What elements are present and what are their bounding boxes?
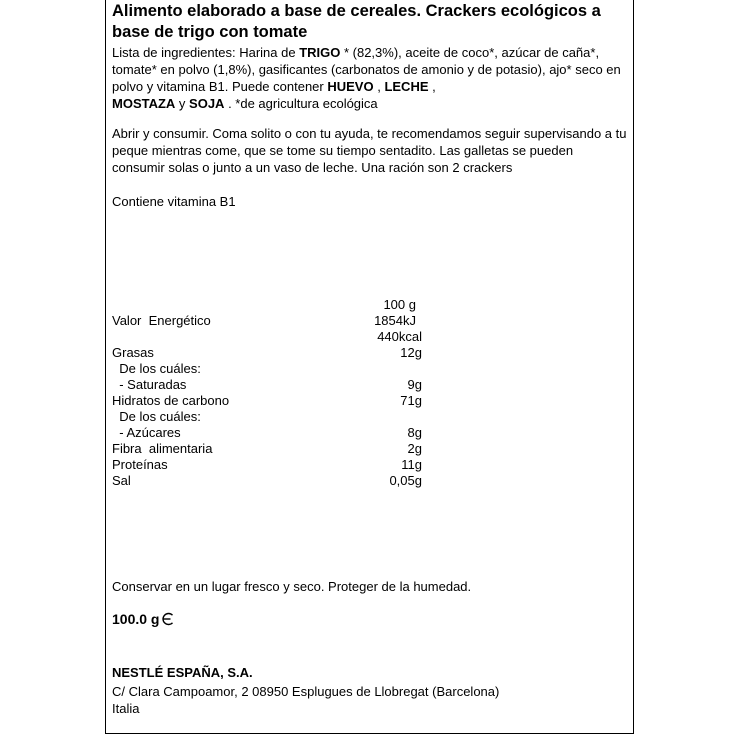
nutrient-value: 1854kJ xyxy=(374,313,416,328)
product-title: Alimento elaborado a base de cereales. Crackers ecológicos a base de trigo con tomate xyxy=(112,2,601,41)
company-name: NESTLÉ ESPAÑA, S.A. xyxy=(112,665,253,680)
nutrition-row xyxy=(112,425,422,441)
allergen-trigo: TRIGO xyxy=(299,45,341,60)
nutrition-row xyxy=(112,345,422,361)
nutrient-label: Grasas xyxy=(112,345,154,360)
nutrient-value: 71g xyxy=(400,393,422,408)
nutrition-row xyxy=(112,441,422,457)
nutrient-label: Hidratos de carbono xyxy=(112,393,230,408)
vitamin-note: Contiene vitamina B1 xyxy=(112,194,236,209)
allergen-mostaza: MOSTAZA xyxy=(112,96,176,111)
net-weight-value: 100.0 g xyxy=(112,611,160,627)
estimated-e-mark-icon xyxy=(161,612,175,626)
nutrient-value: 8g xyxy=(407,425,422,440)
nutrient-label: Sal xyxy=(112,473,131,488)
company-address: C/ Clara Campoamor, 2 08950 Esplugues de Llobregat (Barcelona) xyxy=(112,684,500,699)
nutrient-label: De los cuáles: xyxy=(112,409,201,424)
ingredients-text: . *de agricultura ecológica xyxy=(224,96,378,111)
nutrient-value: 9g xyxy=(407,377,422,392)
country-of-origin: Italia xyxy=(112,701,140,716)
ingredients-list xyxy=(112,44,627,112)
nutrient-value: 12g xyxy=(400,345,422,360)
nutrient-label: - Azúcares xyxy=(112,425,181,440)
ingredients-text: , xyxy=(373,79,385,94)
nutrient-label: De los cuáles: xyxy=(112,361,201,376)
net-weight xyxy=(112,610,175,628)
nutrition-row xyxy=(112,409,422,425)
nutrition-row xyxy=(112,361,422,377)
usage-instructions: Abrir y consumir. Coma solito o con tu ayuda, te recomendamos seguir supervisando a tu peque mientras come, que se tome su tiempo sentadito. Las galletas se pueden consumir solas o junto a un vaso de leche. Una ración son 2 crackers xyxy=(112,126,627,175)
nutrition-header-row xyxy=(112,297,422,313)
nutrient-label: - Saturadas xyxy=(112,377,187,392)
ingredients-text: y xyxy=(175,96,190,111)
nutrient-label: Proteínas xyxy=(112,457,168,472)
nutrient-label: Valor Energético xyxy=(112,313,211,328)
nutrition-row xyxy=(112,313,422,329)
nutrient-value: 11g xyxy=(401,457,422,472)
allergen-leche: LECHE xyxy=(384,79,429,94)
ingredients-text: * (82,3%), aceite de coco*, azúcar de caña*, tomate* en polvo (1,8%), gasificantes (carbonatos de amonio y de potasio), ajo* seco en polvo y vitamina B1. Puede contener xyxy=(112,45,621,94)
storage-instructions: Conservar en un lugar fresco y seco. Proteger de la humedad. xyxy=(112,579,472,594)
nutrient-value: 440kcal xyxy=(377,329,422,344)
nutrition-row xyxy=(112,457,422,473)
nutrition-row xyxy=(112,377,422,393)
allergen-soja: SOJA xyxy=(189,96,225,111)
nutrition-row xyxy=(112,473,422,489)
nutrition-header: 100 g xyxy=(383,297,416,312)
ingredients-text: Lista de ingredientes: Harina de xyxy=(112,45,300,60)
nutrient-value: 0,05g xyxy=(389,473,422,488)
nutrient-value: 2g xyxy=(407,441,422,456)
allergen-huevo: HUEVO xyxy=(327,79,374,94)
nutrient-label: Fibra alimentaria xyxy=(112,441,213,456)
nutrition-row xyxy=(112,329,422,345)
nutrition-row xyxy=(112,393,422,409)
ingredients-text: , xyxy=(428,79,436,94)
